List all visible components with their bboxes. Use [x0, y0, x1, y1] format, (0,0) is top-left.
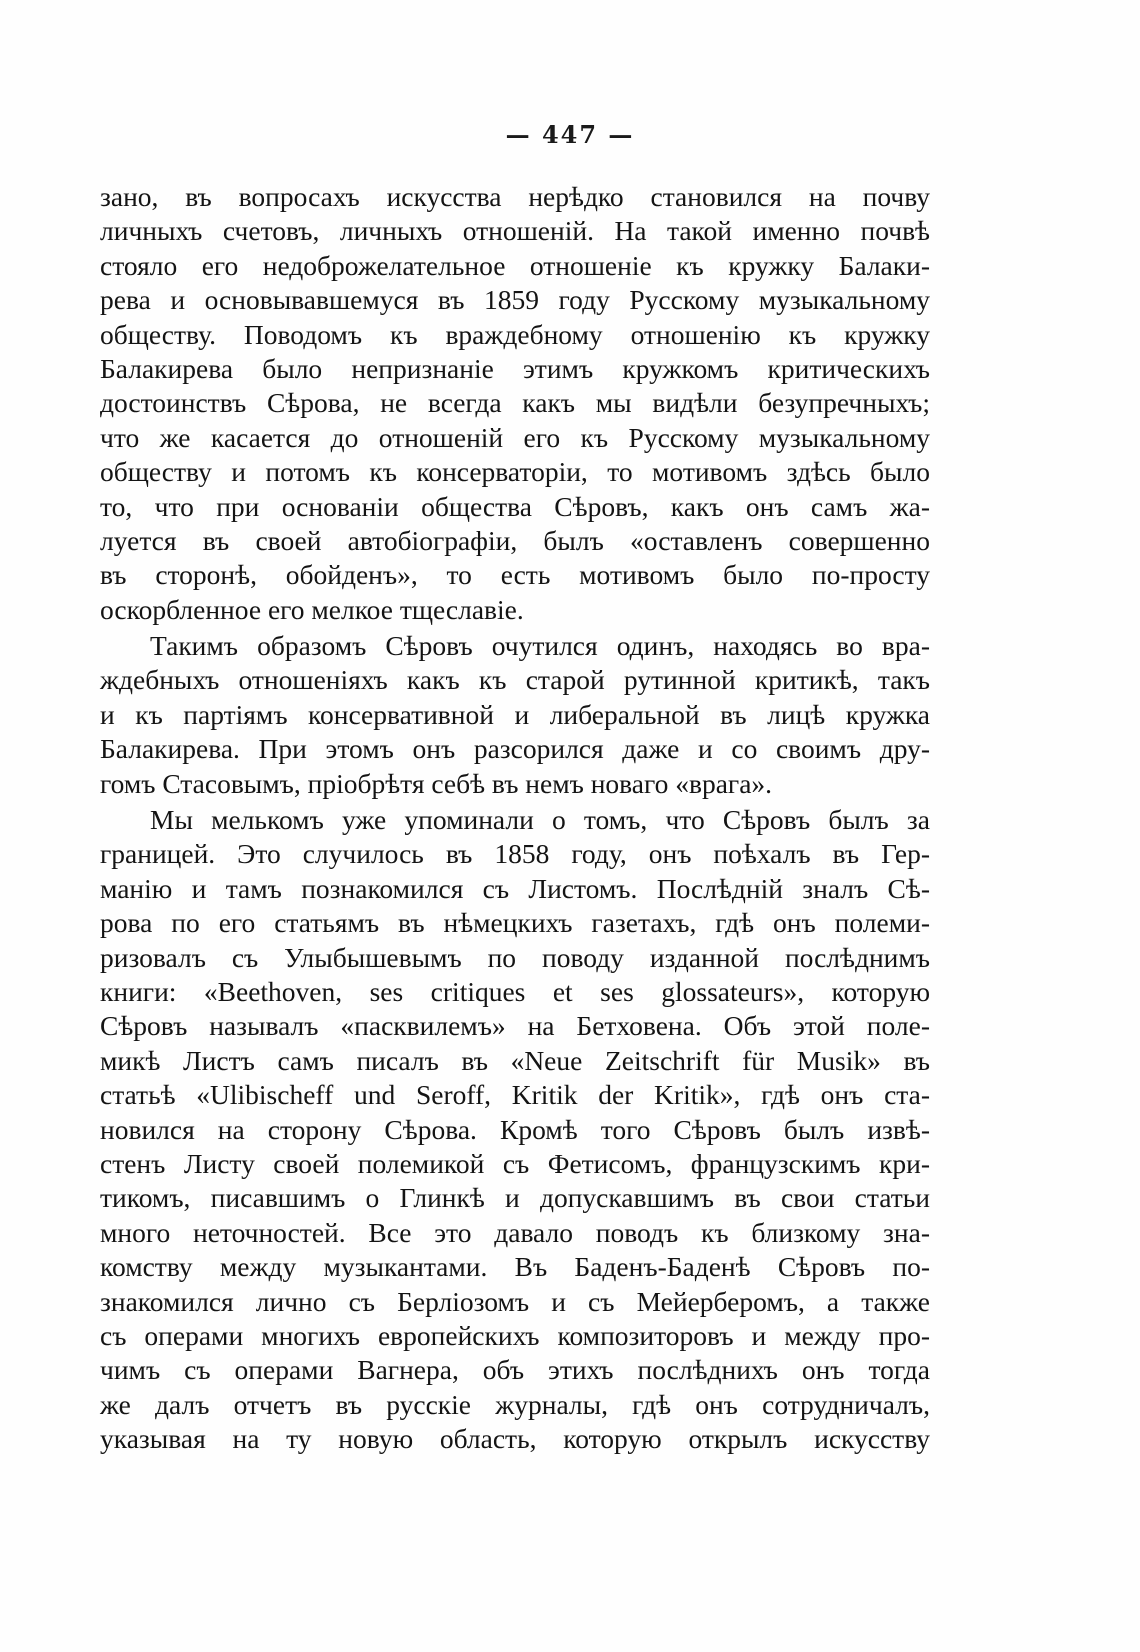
text-line: микѣ Листъ самъ писалъ въ «Neue Zeitschrift für Musik» въ [100, 1044, 930, 1076]
text-line: статьѣ «Ulibischeff und Seroff, Kritik der Kritik», гдѣ онъ ста- [100, 1079, 930, 1111]
text-line: Такимъ образомъ Сѣровъ очутился одинъ, находясь во вра- [150, 630, 930, 662]
text-line: гомъ Стасовымъ, пріобрѣтя себѣ въ немъ новаго «врага». [100, 767, 773, 799]
text-line: зано, въ вопросахъ искусства нерѣдко становился на почву [100, 181, 930, 212]
text-line: же далъ отчетъ въ русскіе журналы, гдѣ онъ сотрудничалъ, [100, 1388, 930, 1420]
body-text [100, 180, 930, 1458]
text-line: въ сторонѣ, обойденъ», то есть мотивомъ было по-просту [100, 559, 930, 591]
text-line: границей. Это случилось въ 1858 году, онъ поѣхалъ въ Гер- [100, 838, 930, 870]
text-line: знакомился лично съ Берліозомъ и съ Мейерберомъ, а также [100, 1285, 930, 1317]
text-line: и къ партіямъ консервативной и либеральной въ лицѣ кружка [100, 698, 930, 730]
text-line: указывая на ту новую область, которую открылъ искусству [100, 1423, 930, 1455]
text-line: обществу и потомъ къ консерваторіи, то мотивомъ здѣсь было [100, 456, 930, 488]
text-line: ризовалъ съ Улыбышевымъ по поводу изданной послѣднимъ [100, 941, 930, 973]
text-line: книги: «Beethoven, ses critiques et ses glossateurs», которую [100, 975, 930, 1007]
text-line: рова по его статьямъ въ нѣмецкихъ газетахъ, гдѣ онъ полеми- [100, 907, 930, 939]
text-line: стояло его недоброжелательное отношеніе къ кружку Балаки- [100, 249, 930, 281]
text-line: личныхъ счетовъ, личныхъ отношеній. На такой именно почвѣ [100, 215, 930, 247]
paragraph [100, 629, 930, 801]
text-line: комству между музыкантами. Въ Баденъ-Баденѣ Сѣровъ по- [100, 1251, 930, 1283]
text-line: обществу. Поводомъ къ враждебному отношенію къ кружку [100, 318, 930, 350]
text-line: рева и основывавшемуся въ 1859 году Русскому музыкальному [100, 284, 930, 316]
paragraph [100, 803, 930, 1456]
text-line: оскорбленное его мелкое тщеславіе. [100, 593, 524, 625]
page-number: — 447 — [505, 120, 635, 149]
text-line: достоинствъ Сѣрова, не всегда какъ мы видѣли безупречныхъ; [100, 387, 930, 419]
text-line: манію и тамъ познакомился съ Листомъ. Послѣдній зналъ Сѣ- [100, 872, 930, 904]
text-line: стенъ Листу своей полемикой съ Фетисомъ, французскимъ кри- [100, 1147, 930, 1179]
text-line: луется въ своей автобіографіи, былъ «оставленъ совершенно [100, 524, 930, 556]
text-line: чимъ съ операми Вагнера, объ этихъ послѣднихъ онъ тогда [100, 1354, 930, 1386]
text-line: новился на сторону Сѣрова. Кромѣ того Сѣровъ былъ извѣ- [100, 1113, 930, 1145]
text-line: Балакирева. При этомъ онъ разсорился даже и со своимъ дру- [100, 733, 930, 765]
text-line: тикомъ, писавшимъ о Глинкѣ и допускавшимъ въ свои статьи [100, 1182, 930, 1214]
text-line: ждебныхъ отношеніяхъ какъ къ старой рутинной критикѣ, такъ [100, 664, 930, 696]
text-line: съ операми многихъ европейскихъ композиторовъ и между про- [100, 1319, 930, 1351]
text-line: Мы мелькомъ уже упоминали о томъ, что Сѣровъ былъ за [150, 804, 930, 836]
text-line: Балакирева было непризнаніе этимъ кружкомъ критическихъ [100, 352, 930, 384]
text-line: Сѣровъ называлъ «пасквилемъ» на Бетховена. Объ этой поле- [100, 1010, 930, 1042]
paragraph [100, 180, 930, 627]
text-line: много неточностей. Все это давало поводъ къ близкому зна- [100, 1216, 930, 1248]
text-line: что же касается до отношеній его къ Русскому музыкальному [100, 421, 930, 453]
text-line: то, что при основаніи общества Сѣровъ, какъ онъ самъ жа- [100, 490, 930, 522]
